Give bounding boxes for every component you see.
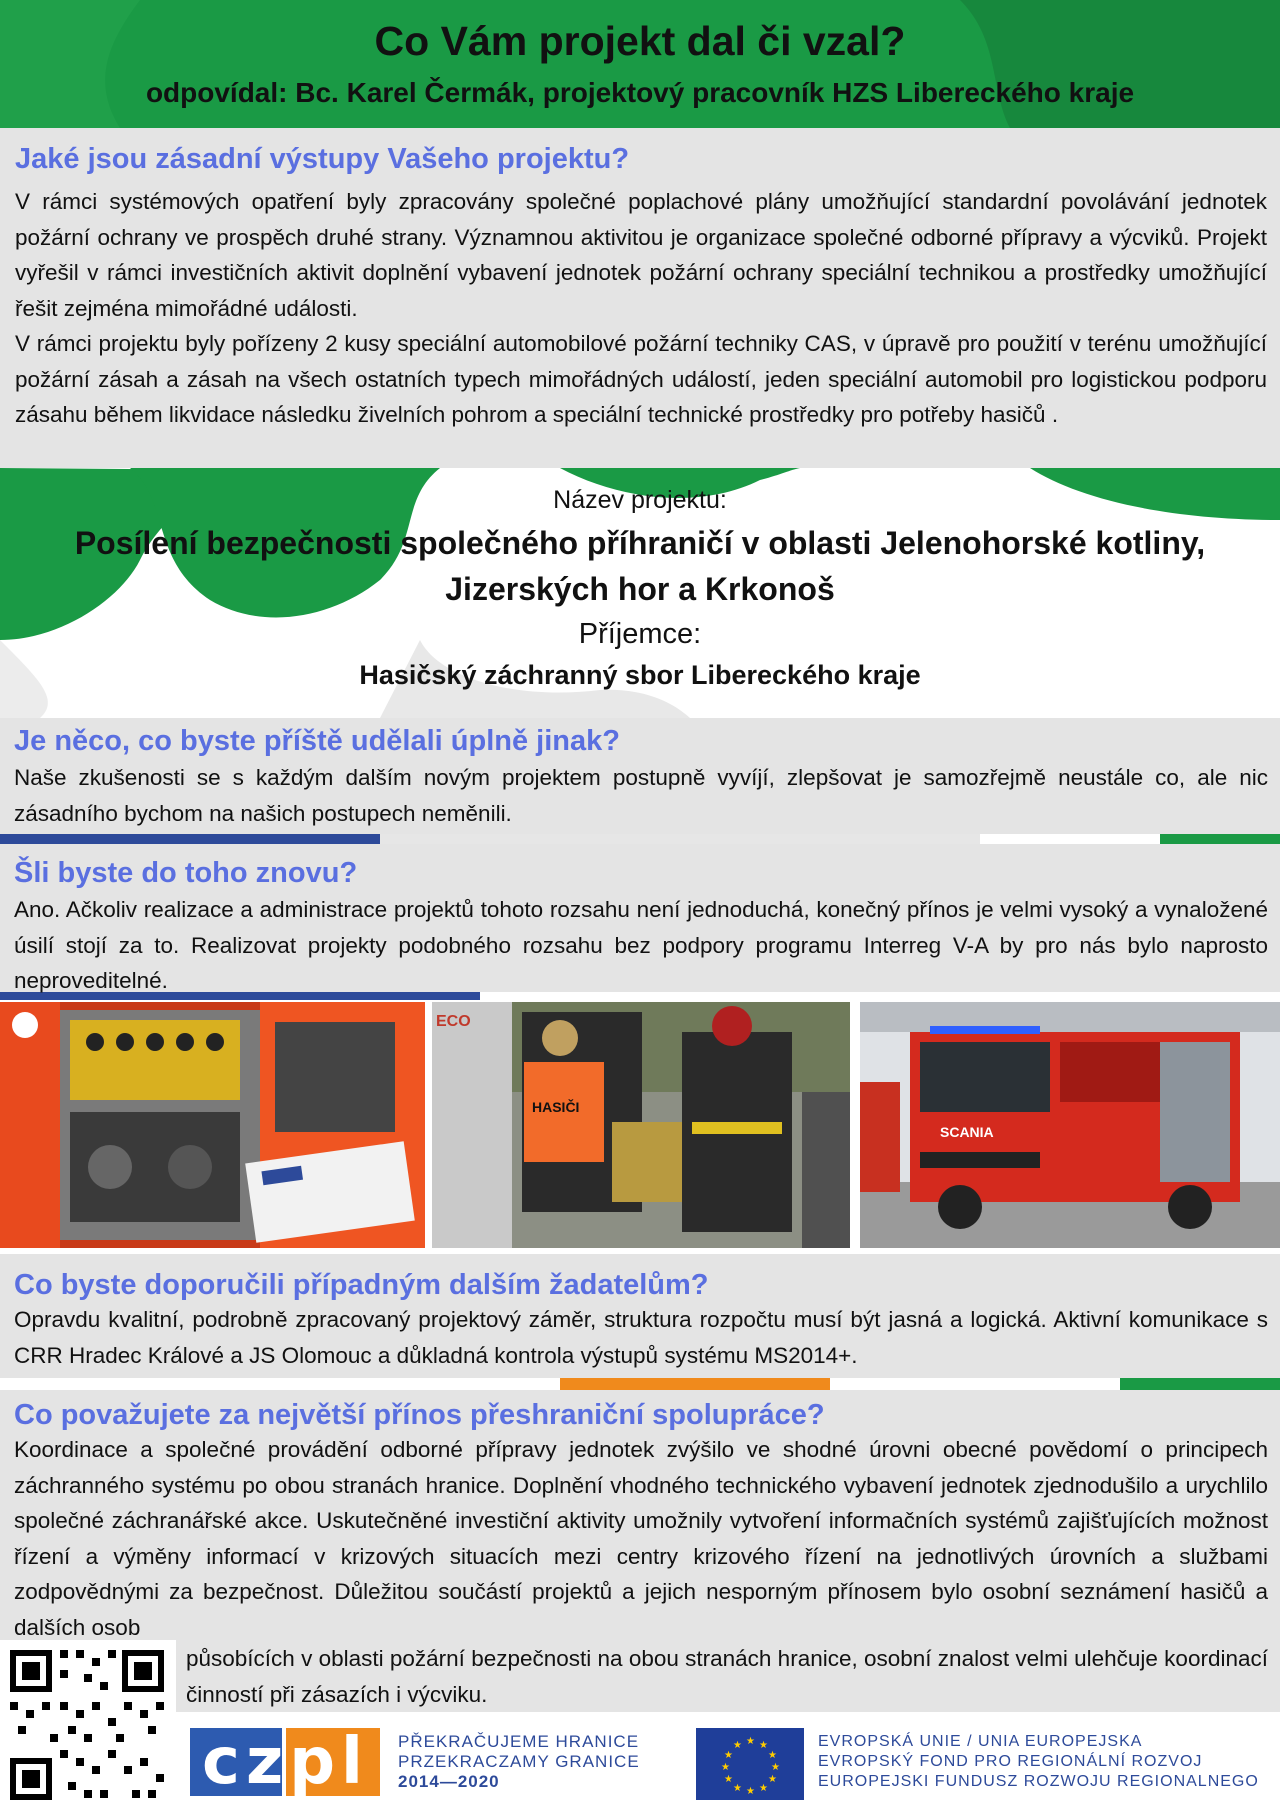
program-line-1: PŘEKRAČUJEME HRANICE xyxy=(398,1732,640,1751)
photo-equipment xyxy=(0,1002,425,1248)
recommend-section xyxy=(14,1268,1268,1373)
svg-text:★: ★ xyxy=(759,1783,768,1794)
header xyxy=(0,16,1280,110)
divider-stripe-1 xyxy=(0,834,1280,844)
svg-text:★: ★ xyxy=(724,1774,733,1785)
again-section xyxy=(14,856,1268,999)
differently-text: Naše zkušenosti se s každým dalším novým projektem postupně vyvíjí, zlepšovat je samozřejmě neustále co, ale nic zásadního bychom na našich postupech neměnili. xyxy=(14,765,1268,826)
differently-section xyxy=(14,724,1268,831)
eu-line-1: EVROPSKÁ UNIE / UNIA EUROPEJSKA xyxy=(818,1733,1143,1750)
project-name xyxy=(0,520,1280,612)
benefit-text-indented-wrap xyxy=(186,1641,1268,1712)
photo-firefighters xyxy=(432,1002,850,1248)
svg-text:★: ★ xyxy=(759,1740,768,1751)
outputs-paragraph-2: V rámci projektu byly pořízeny 2 kusy speciální automobilové požární techniky CAS, v úpravě pro použití v terénu umožňující požární zásah a zásah na všech ostatních typech mimořádných událostí, jeden speciální automobil pro logistickou podporu zásahu během likvidace následku živelních pohrom a speciální technické prostředky pro potřeby hasičů . xyxy=(15,331,1267,427)
svg-text:★: ★ xyxy=(771,1762,780,1773)
again-heading: Šli byste do toho znovu? xyxy=(14,857,358,889)
svg-text:★: ★ xyxy=(724,1750,733,1761)
benefit-heading: Co považujete za největší přínos přeshraniční spolupráce? xyxy=(14,1399,825,1431)
recipient-name: Hasičský záchranný sbor Libereckého kraje xyxy=(359,660,921,690)
qr-code-icon xyxy=(0,1640,176,1810)
program-line-3: 2014—2020 xyxy=(398,1772,500,1791)
program-line-2: PRZEKRACZAMY GRANICE xyxy=(398,1752,640,1771)
benefit-section xyxy=(14,1398,1268,1645)
recipient-label: Příjemce: xyxy=(578,618,702,650)
benefit-text-indented: působících v oblasti požární bezpečnosti na obou stranách hranice, osobní znalost velmi ulehčuje koordinací činností při zásazích i výcviku. xyxy=(186,1646,1268,1707)
eco-label: ECO xyxy=(436,1013,471,1030)
svg-text:★: ★ xyxy=(746,1736,755,1747)
differently-heading: Je něco, co byste příště udělali úplně jinak? xyxy=(14,725,620,757)
svg-text:★: ★ xyxy=(746,1786,755,1797)
project-name-label: Název projektu: xyxy=(553,486,727,514)
outputs-section xyxy=(15,142,1267,433)
czpl-logo xyxy=(190,1725,380,1799)
project-name-line-1: Posílení bezpečnosti společného příhraničí v oblasti Jelenohorské kotliny, xyxy=(74,525,1206,561)
recommend-heading: Co byste doporučili případným dalším žadatelům? xyxy=(14,1269,709,1301)
eu-text xyxy=(818,1732,1259,1792)
outputs-paragraph-1: V rámci systémových opatření byly zpracovány společné poplachové plány umožňující standardní povolávání jednotek požární ochrany ve prospěch druhé strany. Významnou aktivitou je organizace společné odborné přípravy a výcviků. Projekt vyřešil v rámci investičních aktivit doplnění vybavení jednotek požární ochrany speciální technikou a prostředky umožňující řešit zejména mimořádné události. xyxy=(15,189,1267,321)
project-name-line-2: Jizerských hor a Krkonoš xyxy=(445,571,835,607)
benefit-text: Koordinace a společné provádění odborné přípravy jednotek zvýšilo ve shodné úrovni obecné povědomí o principech záchranného systému po obou stranách hranice. Doplnění vhodného technického vybavení jednotek zjednodušilo a urychlilo společné záchranářské akce. Uskutečněné investiční aktivity umožnily vytvoření informačních systémů zajišťujících možnost řízení a výměny informací v krizových situacích mezi centry krizového řízení na jednotlivých úrovních a službami zodpovědnými za bezpečnost. Důležitou součástí projektů a jejich nesporným přínosem bylo osobní seznámení hasičů a dalších osob xyxy=(14,1437,1268,1640)
photo-fire-truck xyxy=(860,1002,1280,1248)
svg-text:★: ★ xyxy=(733,1783,742,1794)
czpl-logo-text: czpl xyxy=(202,1725,369,1799)
footer xyxy=(176,1712,1280,1810)
divider-stripe-3 xyxy=(0,1378,1280,1388)
svg-text:★: ★ xyxy=(721,1762,730,1773)
page-title: Co Vám projekt dal či vzal? xyxy=(374,18,906,64)
svg-text:★: ★ xyxy=(733,1740,742,1751)
recommend-text: Opravdu kvalitní, podrobně zpracovaný projektový záměr, struktura rozpočtu musí být jasná a logická. Aktivní komunikace s CRR Hradec Králové a JS Olomouc a důkladná kontrola výstupů systému MS2014+. xyxy=(14,1307,1268,1368)
vest-label: HASIČI xyxy=(532,1099,580,1115)
outputs-heading: Jaké jsou zásadní výstupy Vašeho projektu? xyxy=(15,143,630,175)
project-info xyxy=(0,484,1280,694)
qr-code xyxy=(0,1640,176,1810)
eu-flag xyxy=(696,1728,804,1800)
truck-brand: SCANIA xyxy=(940,1124,994,1140)
eu-line-3: EUROPEJSKI FUNDUSZ ROZWOJU REGIONALNEGO xyxy=(818,1773,1259,1790)
program-text xyxy=(398,1732,640,1792)
svg-text:★: ★ xyxy=(768,1750,777,1761)
eu-line-2: EVROPSKÝ FOND PRO REGIONÁLNÍ ROZVOJ xyxy=(818,1753,1203,1770)
page-subtitle: odpovídal: Bc. Karel Čermák, projektový pracovník HZS Libereckého kraje xyxy=(145,77,1135,108)
again-text: Ano. Ačkoliv realizace a administrace projektů tohoto rozsahu není jednoduchá, konečný přínos je velmi vysoký a vynaložené úsilí stojí za to. Realizovat projekty podobného rozsahu bez podpory programu Interreg V-A by pro nás bylo naprosto neproveditelné. xyxy=(14,897,1268,993)
svg-text:★: ★ xyxy=(768,1774,777,1785)
eu-stars-icon xyxy=(696,1728,804,1800)
